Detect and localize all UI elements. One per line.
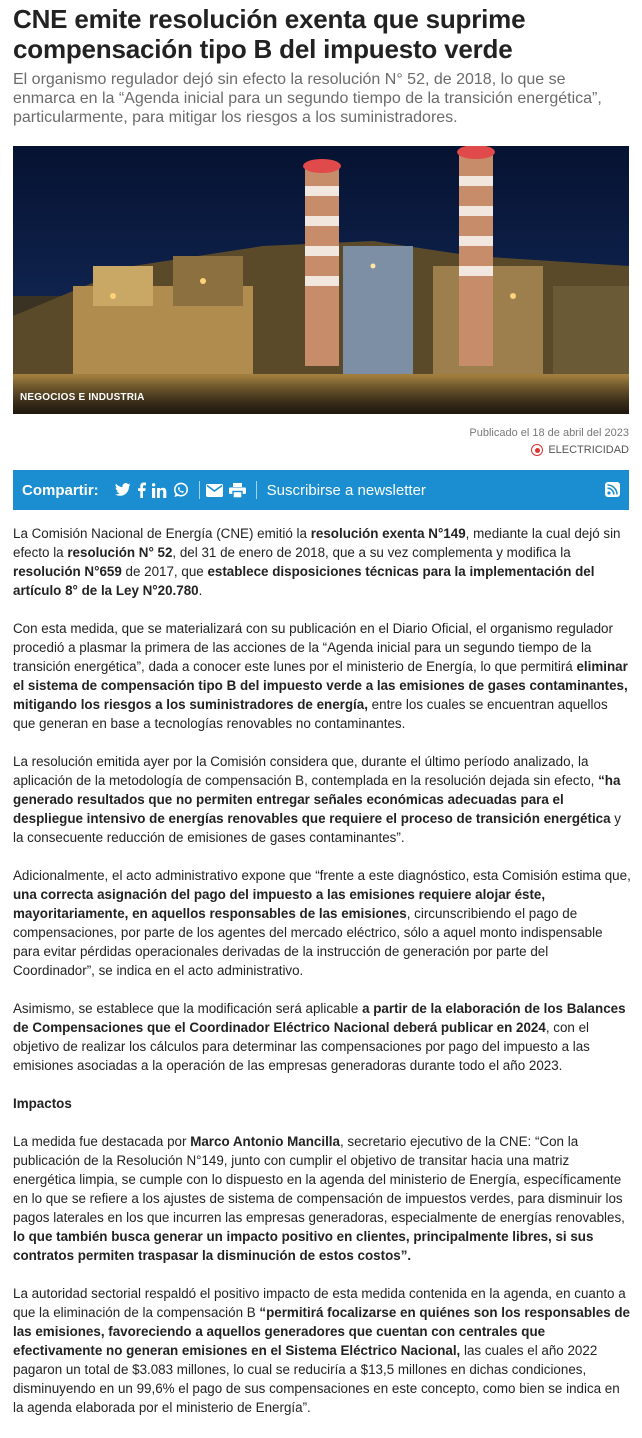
paragraph-text: , secretario ejecutivo de la CNE: “Con la publicación de la Resolución N°149, junto con cumplir el objetivo de transitar hacia una matriz energética limpia, se cumple con lo dispuesto en la agenda del ministerio de Energía, específicamente en lo que se refiere a los ajustes de sistema de compensación de impuestos verdes, para disminuir los pagos laterales en los que incurren las empresas generadoras, especialmente de energías renovables, (13, 1134, 625, 1225)
bold-text: a partir de la elaboración de los Balances de Compensaciones que el Coordinador Eléctrico Nacional deberá publicar en 2024 (13, 1001, 626, 1035)
power-plant-illustration (13, 146, 629, 414)
facebook-icon[interactable] (137, 481, 146, 499)
section-heading (13, 1094, 631, 1113)
bold-text: una correcta asignación del pago del impuesto a las emisiones requiere alojar éste, mayoritariamente, en aquellos responsables de las emisiones (13, 887, 546, 921)
publish-date: Publicado el 18 de abril del 2023 (469, 427, 629, 439)
category-tag[interactable] (531, 444, 629, 456)
paragraph-text: La resolución emitida ayer por la Comisión considera que, durante el último período analizado, la aplicación de la metodología de compensación B, contemplada en la resolución dejada sin efecto, (13, 754, 599, 788)
bold-text: Marco Antonio Mancilla (190, 1134, 340, 1149)
paragraph-text: las cuales el año 2022 pagaron un total de $3.083 millones, lo cual se reduciría a $13,5 millones en dichas condiciones, disminuyendo en un 99,6% el pago de sus compensaciones en este concepto, como bien se indica en la agenda elaborada por el ministerio de Energía”. (13, 1343, 620, 1415)
bold-text: eliminar el sistema de compensación tipo B del impuesto verde a las emisiones de gases contaminantes, mitigando los riesgos a los suministradores de energía, (13, 659, 628, 712)
bold-text: “ha generado resultados que no permiten entregar señales económicas adecuadas para el despliegue intensivo de energías renovables que requiere el proceso de transición energética (13, 773, 621, 826)
bold-text: “permitirá focalizarse en quiénes son los responsables de las emisiones, favoreciendo a aquellos generadores que cuentan con centrales que efectivamente no generan emisiones en el Sistema Eléctrico Nacional, (13, 1305, 630, 1358)
article-body (13, 524, 631, 1436)
share-separator (256, 481, 257, 499)
article-paragraph (13, 1132, 631, 1265)
paragraph-text: Con esta medida, que se materializará con su publicación en el Diario Oficial, el organismo regulador procedió a plasmar la primera de las acciones de la “Agenda inicial para un segundo tiempo de la transición energética”, dada a conocer este lunes por el ministerio de Energía, lo que permitirá (13, 621, 613, 674)
mail-icon[interactable] (206, 481, 223, 499)
article-paragraph (13, 752, 631, 847)
newsletter-subscribe-link[interactable]: Suscribirse a newsletter (266, 481, 426, 499)
section-label[interactable]: NEGOCIOS E INDUSTRIA (20, 392, 145, 403)
print-icon[interactable] (229, 481, 246, 499)
hero-caption-overlay (13, 376, 629, 414)
paragraph-text: y la consecuente reducción de emisiones de gases contaminantes”. (13, 811, 621, 845)
bold-text: Impactos (13, 1096, 72, 1111)
article-paragraph (13, 524, 631, 600)
hero-image (13, 146, 629, 414)
paragraph-text: La medida fue destacada por (13, 1134, 191, 1149)
share-label: Compartir: (22, 481, 99, 499)
paragraph-text: , con el objetivo de realizar los cálculos para determinar las compensaciones por pago del impuesto a las emisiones asociadas a la operación de las empresas generadoras durante todo el año 2023. (13, 1020, 590, 1073)
whatsapp-icon[interactable] (173, 481, 189, 499)
paragraph-text: entre los cuales se encuentran aquellos que generan en base a tecnologías renovables no contaminantes. (13, 697, 608, 731)
bold-text: resolución N°659 (13, 564, 122, 579)
share-separator (199, 481, 200, 499)
paragraph-text: Adicionalmente, el acto administrativo expone que “frente a este diagnóstico, esta Comisión estima que, (13, 868, 631, 883)
category-label[interactable]: ELECTRICIDAD (548, 444, 629, 456)
linkedin-icon[interactable] (152, 481, 167, 499)
paragraph-text: La autoridad sectorial respaldó el positivo impacto de esta medida contenida en la agenda, en cuanto a que la eliminación de la compensación B (13, 1286, 626, 1320)
bold-text: resolución exenta N°149 (310, 526, 466, 541)
article-paragraph (13, 1284, 631, 1417)
paragraph-text: La Comisión Nacional de Energía (CNE) emitió la (13, 526, 311, 541)
article-title: CNE emite resolución exenta que suprime compensación tipo B del impuesto verde (13, 4, 526, 64)
article-subtitle: El organismo regulador dejó sin efecto la resolución N° 52, de 2018, lo que se enmarca en la “Agenda inicial para un segundo tiempo de la transición energética”, particularmente, para mitigar los riesgos a los suministradores. (13, 71, 602, 126)
article-paragraph (13, 999, 631, 1075)
category-dot-icon (531, 444, 543, 456)
article-paragraph (13, 866, 631, 980)
paragraph-text: , del 31 de enero de 2018, que a su vez complementa y modifica la (172, 545, 571, 560)
bold-text: lo que también busca generar un impacto positivo en clientes, principalmente libres, si sus contratos permiten traspasar la disminución de estos costos”. (13, 1229, 594, 1263)
paragraph-text: Asimismo, se establece que la modificación será aplicable (13, 1001, 363, 1016)
twitter-icon[interactable] (115, 481, 131, 499)
paragraph-text: , circunscribiendo el pago de compensaciones, por parte de los agentes del mercado eléctrico, sólo a aquel monto indispensable para evitar pérdidas operacionales derivadas de la instrucción de generación por parte del Coordinador”, se indica en el acto administrativo. (13, 906, 603, 978)
share-bar (13, 470, 629, 510)
paragraph-text: . (198, 583, 203, 598)
bold-text: resolución N° 52 (67, 545, 173, 560)
rss-icon[interactable] (605, 482, 620, 497)
paragraph-text: , mediante la cual dejó sin efecto la (13, 526, 621, 560)
paragraph-text: de 2017, que (121, 564, 208, 579)
bold-text: establece disposiciones técnicas para la implementación del artículo 8° de la Ley N°20.780 (13, 564, 595, 598)
article-paragraph (13, 619, 631, 733)
